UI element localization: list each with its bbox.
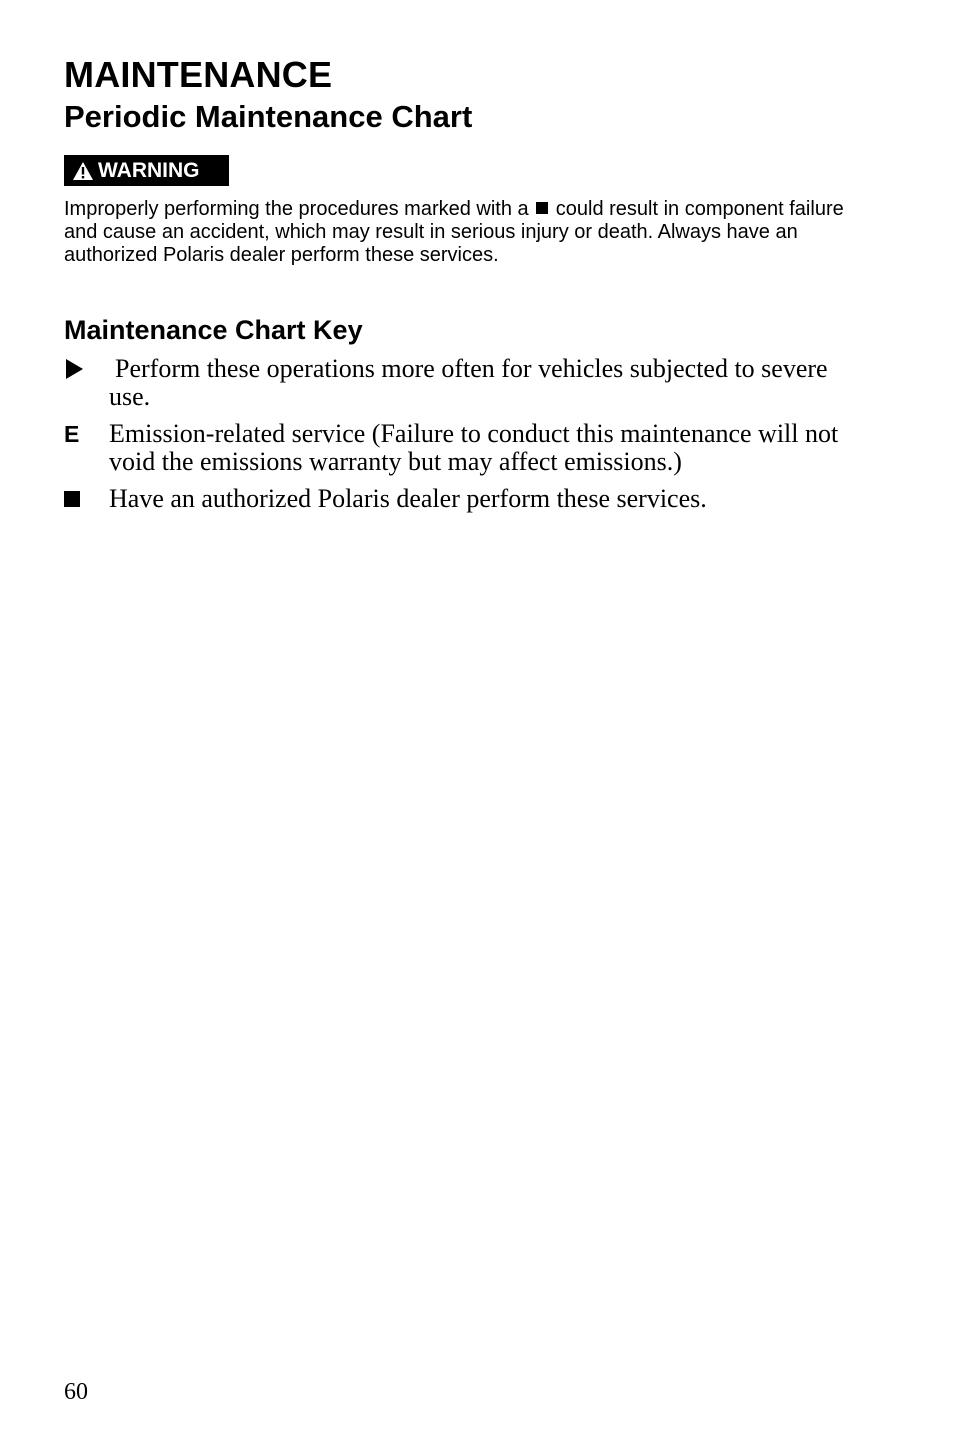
warning-text-end: could result in component failure and cause an accident, which may result in serious injury or death. Always have an authorized Polaris dealer perform these services. bbox=[64, 198, 844, 266]
key-item-text: Have an authorized Polaris dealer perform these services. bbox=[109, 484, 707, 513]
warning-triangle-icon bbox=[72, 161, 94, 181]
filled-square-icon bbox=[64, 491, 80, 507]
key-item-dealer-service bbox=[64, 485, 864, 513]
page-subtitle: Periodic Maintenance Chart bbox=[64, 99, 473, 134]
key-symbol-arrow bbox=[64, 355, 94, 383]
section-title: MAINTENANCE bbox=[64, 54, 333, 95]
page-number: 60 bbox=[64, 1379, 88, 1405]
filled-square-icon bbox=[536, 202, 548, 214]
warning-text-start: Improperly performing the procedures marked with a bbox=[64, 198, 529, 220]
key-item-severe-use bbox=[64, 355, 864, 411]
key-item-emission bbox=[64, 420, 864, 476]
warning-label: WARNING bbox=[98, 158, 200, 182]
key-symbol-e: E bbox=[64, 421, 80, 447]
warning-badge bbox=[64, 155, 229, 186]
manual-page bbox=[64, 0, 864, 1454]
chart-key-list bbox=[64, 355, 864, 522]
triangle-right-icon bbox=[64, 358, 84, 380]
chart-key-title: Maintenance Chart Key bbox=[64, 315, 363, 345]
key-symbol-square bbox=[64, 485, 94, 513]
key-item-text: Perform these operations more often for vehicles subjected to severe use. bbox=[109, 354, 828, 411]
key-item-text: Emission-related service (Failure to conduct this maintenance will not void the emissions warranty but may affect emissions.) bbox=[109, 419, 839, 476]
warning-text bbox=[64, 198, 864, 267]
